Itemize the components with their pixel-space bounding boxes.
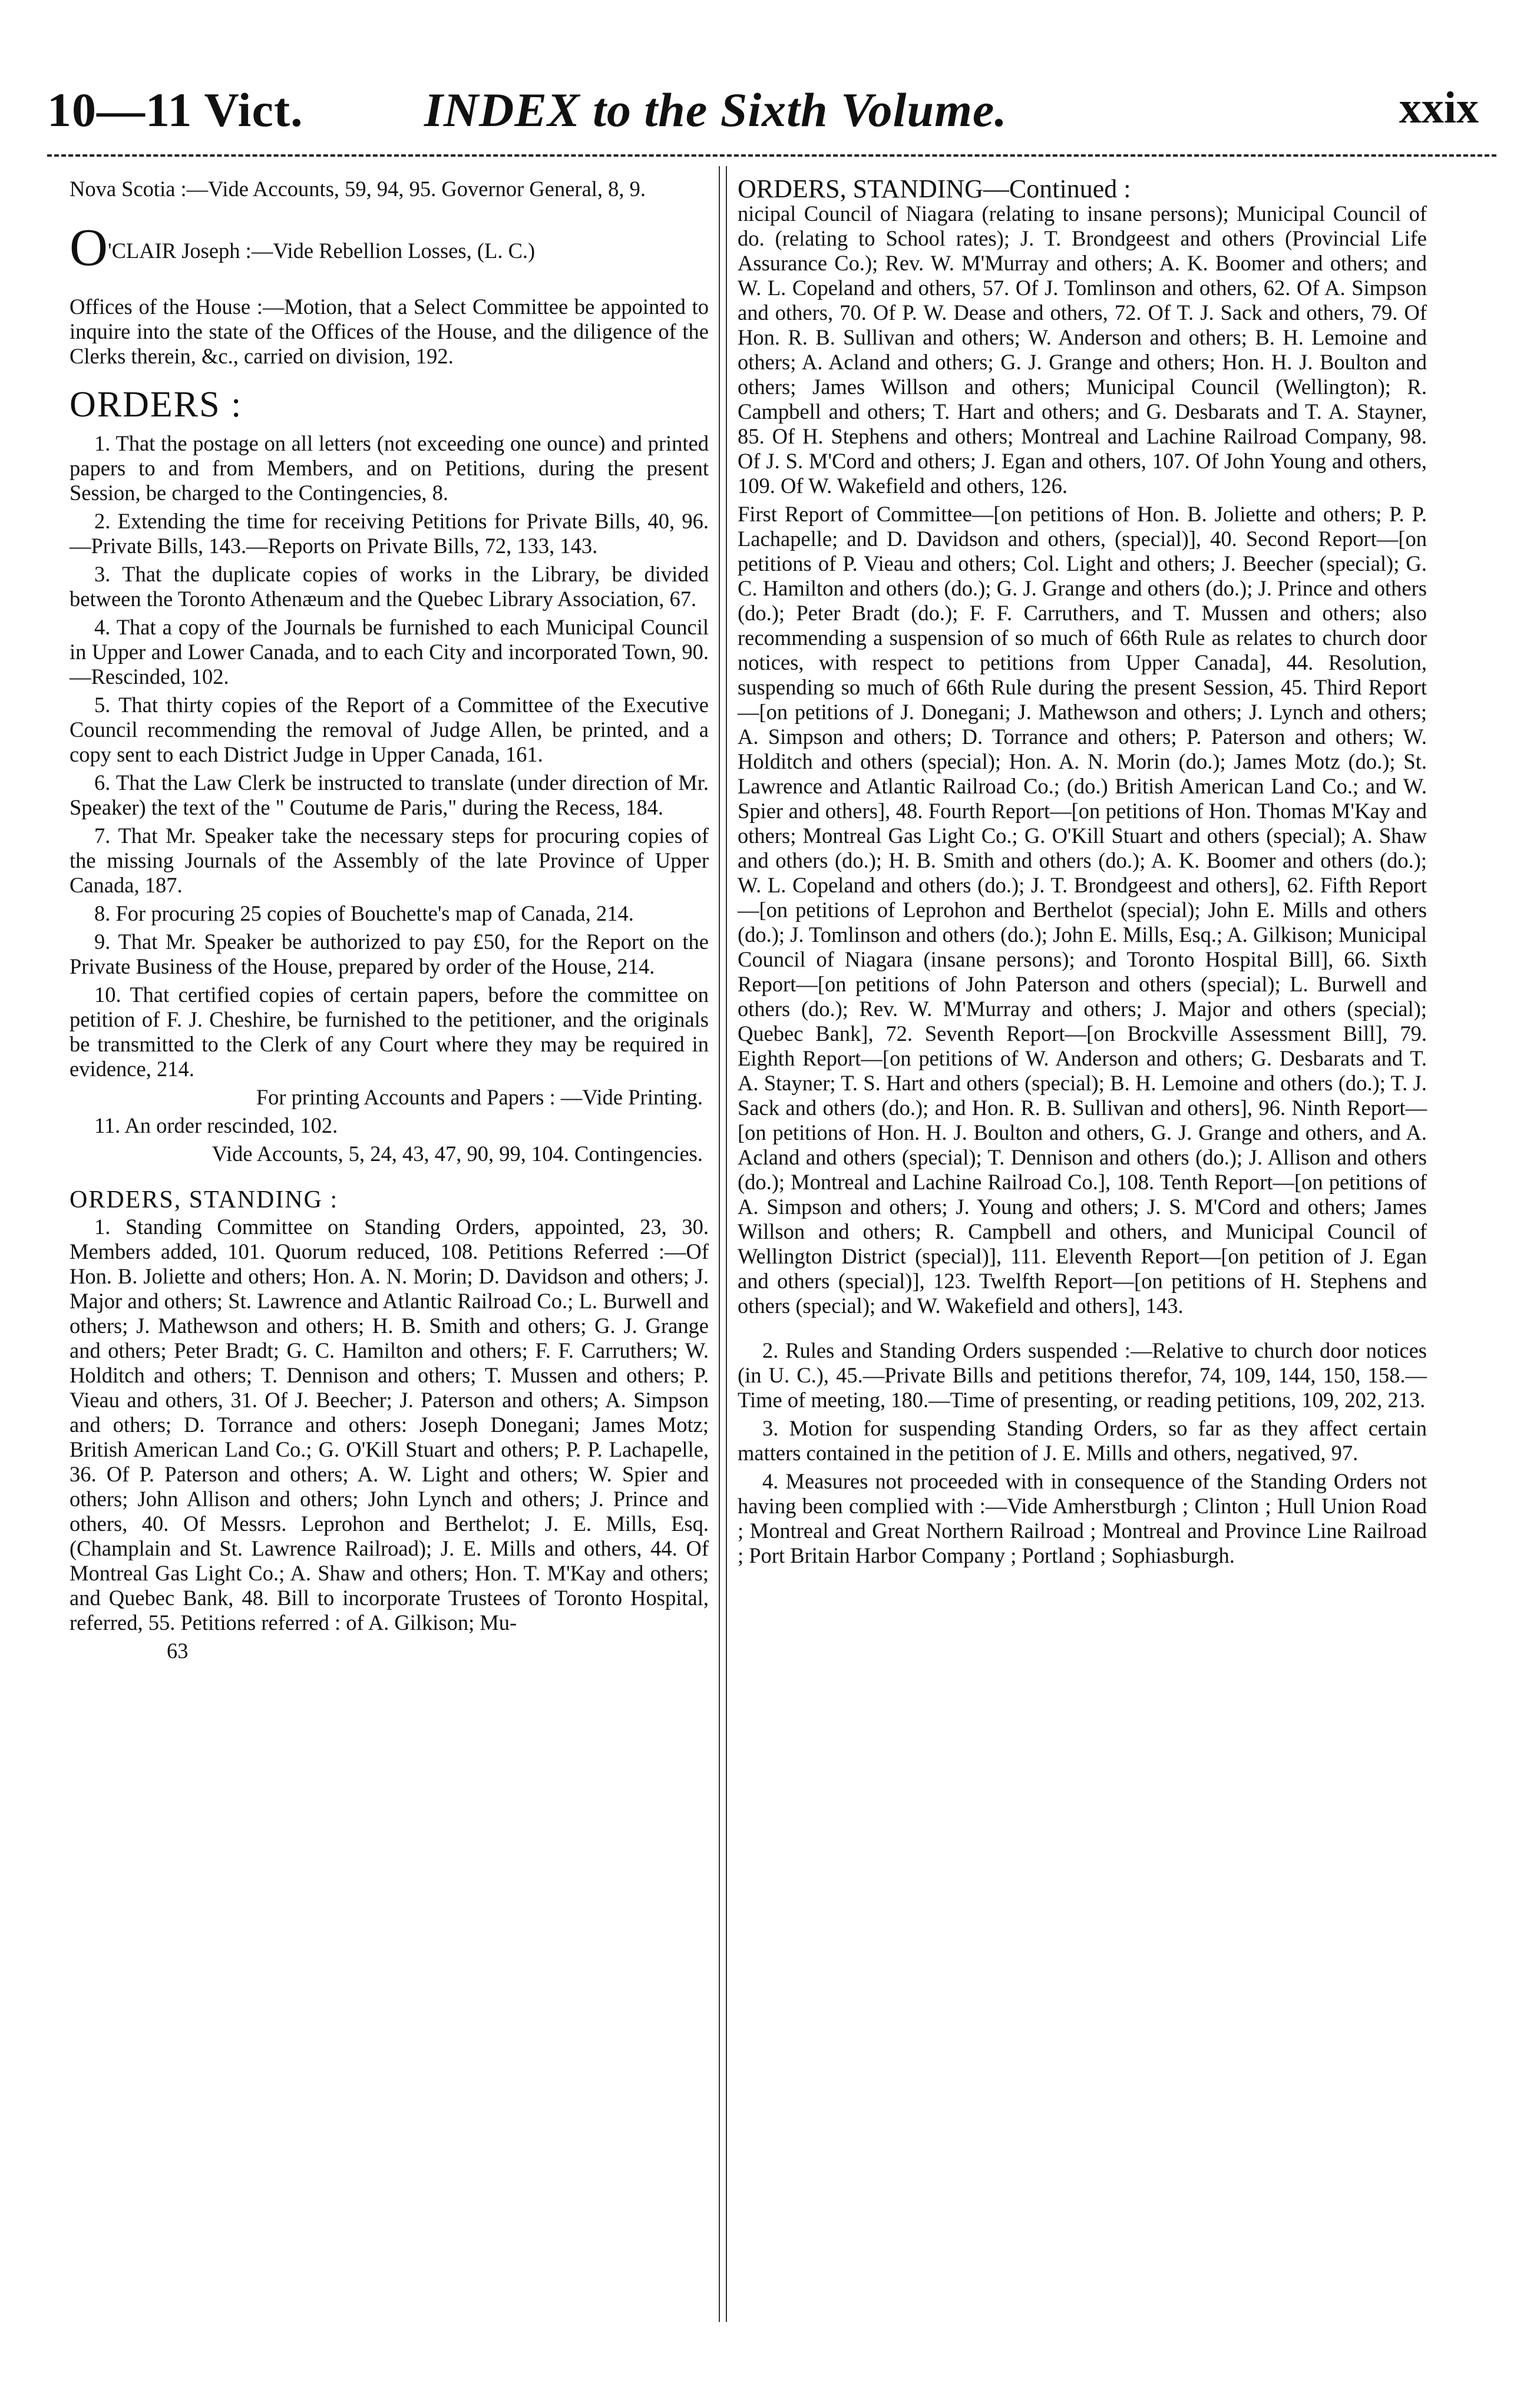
order-item: 7. That Mr. Speaker take the necessary steps for procuring copies of the missing Journals of the Assembly of the late Province of Upper Canada, 187. (70, 823, 709, 897)
standing-order-4: 4. Measures not proceeded with in consequence of the Standing Orders not having been complied with :—Vide Amherstburgh ; Clinton ; Hull Union Road ; Montreal and Great Northern Railroad ; Montreal and Province Line Railroad ; Port Britain Harbor Company ; Portland ; Sophiasburgh. (738, 1469, 1427, 1567)
entry-nova-scotia: Nova Scotia :—Vide Accounts, 59, 94, 95. Governor General, 8, 9. (70, 177, 646, 201)
order-item: 1. That the postage on all letters (not exceeding one ounce) and printed papers to and from Members, and on Petitions, during the present Session, be charged to the Contingencies, 8. (70, 431, 709, 505)
entry-offices: Offices of the House :—Motion, that a Select Committee be appointed to inquire into the state of the Offices of the House, and the diligence of the Clerks therein, &c., carried on division, 192. (70, 295, 709, 368)
standing-order-2: 2. Rules and Standing Orders suspended :—Relative to church door notices (in U. C.), 45.—Private Bills and petitions therefor, 74, 109, 144, 150, 158.—Time of meeting, 180.—Time of presenting, or reading petitions, 109, 202, 213. (738, 1338, 1427, 1412)
column-divider (719, 166, 727, 2322)
standing-order-3: 3. Motion for suspending Standing Orders, so far as they affect certain matters contained in the petition of J. E. Mills and others, negatived, 97. (738, 1416, 1427, 1465)
page-title: INDEX to the Sixth Volume. (424, 83, 1007, 137)
order-item: 6. That the Law Clerk be instructed to translate (under direction of Mr. Speaker) the text of the " Coutume de Paris," during the Recess, 184. (70, 770, 709, 819)
orders-heading: ORDERS : (70, 385, 243, 425)
continued-heading: ORDERS, STANDING—Continued : (738, 174, 1131, 203)
left-column (70, 177, 709, 1667)
entry-oclair (70, 219, 709, 277)
order-item: 5. That thirty copies of the Report of a Committee of the Executive Council recommending the removal of Judge Allen, be printed, and a copy sent to each District Judge in Upper Canada, 161. (70, 693, 709, 766)
order-item: 10. That certified copies of certain papers, before the committee on petition of F. J. Cheshire, be furnished to the petitioner, and the originals be transmitted to the Clerk of any Court where they may be required in evidence, 214. (70, 983, 709, 1081)
header-rule (47, 154, 1496, 157)
entry-oclair-text: 'CLAIR Joseph :—Vide Rebellion Losses, (L. C.) (108, 239, 536, 263)
drop-letter: O (70, 219, 108, 277)
order-item: 4. That a copy of the Journals be furnished to each Municipal Council in Upper and Lower Canada, and to each City and incorporated Town, 90.—Rescinded, 102. (70, 615, 709, 689)
order-item-11: 11. An order rescinded, 102. (94, 1113, 338, 1137)
order-item: 2. Extending the time for receiving Petitions for Private Bills, 40, 96.—Private Bills, 143.—Reports on Private Bills, 72, 133, 143. (70, 509, 709, 558)
session-label: 10—11 Vict. (47, 83, 303, 137)
page-header (47, 74, 1496, 150)
standing-orders-heading: ORDERS, STANDING : (70, 1186, 339, 1213)
standing-order-1: 1. Standing Committee on Standing Orders, appointed, 23, 30. Members added, 101. Quorum reduced, 108. Petitions Referred :—Of Hon. B. Joliette and others; Hon. A. N. Morin; D. Davidson and others; J. Major and others; St. Lawrence and Atlantic Railroad Co.; L. Burwell and others; J. Mathewson and others; H. B. Smith and others; G. J. Grange and others; Peter Bradt; G. C. Hamilton and others; F. F. Carruthers; W. Holditch and others; T. Dennison and others; T. Mussen and others; P. Vieau and others, 31. Of J. Beecher; J. Paterson and others; A. Simpson and others; D. Torrance and others: Joseph Donegani; James Motz; British American Land Co.; G. O'Kill Stuart and others; P. P. Lachapelle, 36. Of P. Paterson and others; A. W. Light and others; W. Spier and others; John Allison and others; John Lynch and others; J. Prince and others, 40. Of Messrs. Leprohon and Berthelot; J. E. Mills, Esq. (Champlain and St. Lawrence Railroad); J. E. Mills and others, 44. Of Montreal Gas Light Co.; A. Shaw and others; Hon. T. M'Kay and others; and Quebec Bank, 48. Bill to incorporate Trustees of Toronto Hospital, referred, 55. Petitions referred : of A. Gilkison; Mu- (70, 1215, 709, 1635)
reports-paragraph: First Report of Committee—[on petitions of Hon. B. Joliette and others; P. P. Lachapelle; and D. Davidson and others, (special)], 40. Second Report—[on petitions of P. Vieau and others; Col. Light and others; J. Beecher (special); G. C. Hamilton and others (do.); G. J. Grange and others (do.); J. Prince and others (do.); Peter Bradt (do.); F. F. Carruthers, and T. Mussen and others; also recommending a suspension of so much of 66th Rule as relates to church door notices, with respect to petitions from Upper Canada], 44. Resolution, suspending so much of 66th Rule during the present Session, 45. Third Report—[on petitions of J. Donegani; J. Mathewson and others; J. Lynch and others; A. Simpson and others; D. Torrance and others; P. Paterson and others; W. Holditch and others (special); Hon. A. N. Morin (do.); James Motz (do.); St. Lawrence and Atlantic Railroad Co.; (do.) British American Land Co.; and W. Spier and others], 48. Fourth Report—[on petitions of Hon. Thomas M'Kay and others; Montreal Gas Light Co.; G. O'Kill Stuart and others (special); A. Shaw and others (do.); H. B. Smith and others (do.); A. K. Boomer and others (do.); W. L. Copeland and others (do.); J. T. Brondgeest and others], 62. Fifth Report—[on petitions of Leprohon and Berthelot (special); John E. Mills and others (do.); J. Tomlinson and others (do.); John E. Mills, Esq.; A. Gilkison; Municipal Council of Niagara (insane persons); and Toronto Hospital Bill], 66. Sixth Report—[on petitions of John Paterson and others (special); L. Burwell and others (do.); Rev. W. M'Murray and others; J. Major and others (special); Quebec Bank], 72. Seventh Report—[on Brockville Assessment Bill], 79. Eighth Report—[on petitions of W. Anderson and others; G. Desbarats and T. A. Stayner; T. S. Hart and others (special); B. H. Lemoine and others (do.); T. J. Sack and others (do.); and Hon. R. B. Sullivan and others], 96. Ninth Report—[on petitions of Hon. H. J. Boulton and others, G. J. Grange and others, and A. Acland and others (special); T. Dennison and others (do.); J. Allison and others (do.); Montreal and Lachine Railroad Co.], 108. Tenth Report—[on petitions of A. Simpson and others; J. Young and others; J. S. M'Cord and others; James Willson and others; R. Campbell and others, and Municipal Council of Wellington District (special)], 111. Eleventh Report—[on petition of J. Egan and others (special)], 123. Twelfth Report—[on petitions of H. Stephens and others (special); and W. Wakefield and others], 143. (738, 502, 1427, 1318)
order-item: 9. That Mr. Speaker be authorized to pay £50, for the Report on the Private Business of the House, prepared by order of the House, 214. (70, 930, 709, 978)
continued-paragraph: nicipal Council of Niagara (relating to insane persons); Municipal Council of do. (relating to School rates); J. T. Brondgeest and others (Provincial Life Assurance Co.); Rev. W. M'Murray and others; A. K. Boomer and others; and W. L. Copeland and others, 57. Of J. Tomlinson and others, 62. Of A. Simpson and others, 70. Of P. W. Dease and others, 72. Of T. J. Sack and others, 79. Of Hon. R. B. Sullivan and others; W. Anderson and others; B. H. Lemoine and others; A. Acland and others; G. J. Grange and others; Hon. H. J. Boulton and others; James Willson and others; Municipal Council (Wellington); R. Campbell and others; T. Hart and others; and G. Desbarats and T. A. Stayner, 85. Of H. Stephens and others; Montreal and Lachine Railroad Company, 98. Of J. S. M'Cord and others; J. Egan and others, 107. Of John Young and others, 109. Of W. Wakefield and others, 126. (738, 201, 1427, 498)
page-signature: 63 (167, 1639, 189, 1663)
page-number: xxix (1399, 83, 1479, 133)
printing-reference: For printing Accounts and Papers : —Vide Printing. (256, 1085, 703, 1109)
right-column (738, 174, 1427, 1572)
vide-accounts: Vide Accounts, 5, 24, 43, 47, 90, 99, 104. Contingencies. (211, 1142, 703, 1166)
order-item: 8. For procuring 25 copies of Bouchette's map of Canada, 214. (94, 901, 634, 925)
order-item: 3. That the duplicate copies of works in the Library, be divided between the Toronto Athenæum and the Quebec Library Association, 67. (70, 562, 709, 611)
